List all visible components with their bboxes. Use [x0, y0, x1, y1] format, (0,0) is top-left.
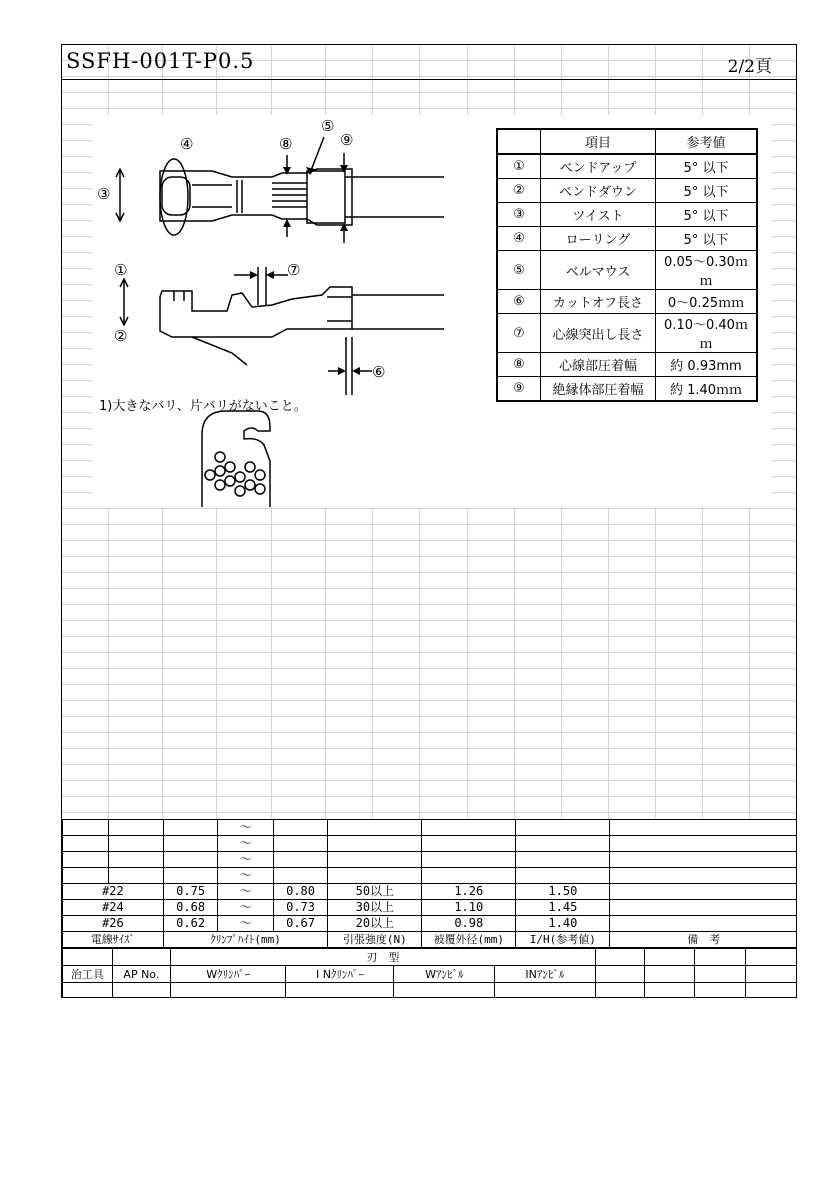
spec-cell-item: ツイスト — [541, 203, 656, 227]
insulation-height: 1.45 — [516, 900, 610, 916]
label-6: ⑥ — [372, 363, 386, 381]
crimp-row — [63, 916, 798, 932]
w-crimper-label: Wｸﾘﾝﾊﾟｰ — [171, 966, 286, 983]
crimp-header-row — [63, 932, 798, 948]
inspection-spec-table — [496, 128, 758, 402]
spec-cell-no: ① — [497, 154, 541, 179]
crimp-height-max: 0.73 — [273, 900, 328, 916]
header-outer-diameter: 被覆外径(mm) — [422, 932, 516, 948]
header-ih: I/H(参考値) — [516, 932, 610, 948]
spec-cell-item: ベンドアップ — [541, 154, 656, 179]
spec-cell-value: 5° 以下 — [656, 154, 758, 179]
spec-row — [497, 353, 757, 377]
in-crimper-label: I Nｸﾘﾝﾊﾟｰ — [286, 966, 394, 983]
remarks — [610, 900, 797, 916]
spec-cell-value: 0.05～0.30ｍｍ — [656, 251, 758, 290]
tilde-mark: ～ — [218, 916, 273, 932]
spec-cell-item: 心線部圧着幅 — [541, 353, 656, 377]
remarks — [610, 916, 797, 932]
spec-cell-no: ⑥ — [497, 290, 541, 314]
label-5: ⑤ — [321, 117, 335, 135]
tooling-table — [62, 948, 797, 998]
spec-cell-no: ③ — [497, 203, 541, 227]
tilde-mark: ～ — [218, 884, 273, 900]
spec-cell-item: ベルマウス — [541, 251, 656, 290]
tilde-mark: ～ — [218, 852, 273, 868]
burr-note: 1)大きなバリ、片バリがないこと。 — [99, 399, 307, 414]
spec-cell-no: ② — [497, 179, 541, 203]
spec-row — [497, 154, 757, 179]
insulation-height: 1.50 — [516, 884, 610, 900]
spec-row — [497, 290, 757, 314]
spec-cell-item: 心線突出し長さ — [541, 314, 656, 353]
tilde-mark: ～ — [218, 836, 273, 852]
die-label: 刃 型 — [171, 949, 596, 966]
spec-cell-item: ベンドダウン — [541, 179, 656, 203]
spec-row — [497, 377, 757, 402]
spec-table-header — [497, 129, 757, 154]
tensile-strength: 30以上 — [328, 900, 422, 916]
crimp-height-min: 0.68 — [163, 900, 218, 916]
label-4: ④ — [180, 135, 194, 153]
label-1: ① — [114, 261, 128, 279]
tilde-mark: ～ — [218, 820, 273, 836]
in-anvil-label: INｱﾝﾋﾞﾙ — [495, 966, 596, 983]
outer-diameter: 1.10 — [422, 900, 516, 916]
spec-cell-item: 絶縁体部圧着幅 — [541, 377, 656, 402]
spec-cell-item: カットオフ長さ — [541, 290, 656, 314]
spec-row — [497, 251, 757, 290]
tilde-mark: ～ — [218, 900, 273, 916]
tilde-mark: ～ — [218, 868, 273, 884]
wire-size: #26 — [63, 916, 164, 932]
ap-no-label: AP No. — [112, 966, 170, 983]
spec-row — [497, 227, 757, 251]
label-3: ③ — [97, 185, 111, 203]
spec-cell-value: 0～0.25ｍｍ — [656, 290, 758, 314]
page-number: 2/2頁 — [727, 57, 772, 77]
spec-cell-no: ④ — [497, 227, 541, 251]
crimp-height-max: 0.67 — [273, 916, 328, 932]
title-divider — [62, 79, 797, 80]
crimp-height-min: 0.62 — [163, 916, 218, 932]
crimp-height-min: 0.75 — [163, 884, 218, 900]
spec-row — [497, 314, 757, 353]
spec-header-item: 項目 — [541, 129, 656, 154]
outer-diameter: 0.98 — [422, 916, 516, 932]
label-2: ② — [114, 327, 128, 345]
crimp-empty-row — [63, 852, 798, 868]
header-wire-size: 電線ｻｲｽﾞ — [63, 932, 164, 948]
spec-cell-value: 5° 以下 — [656, 227, 758, 251]
spec-cell-value: 5° 以下 — [656, 203, 758, 227]
spec-cell-value: 約 1.40ｍｍ — [656, 377, 758, 402]
crimp-spec-table — [62, 819, 797, 948]
header-crimp-height: ｸﾘﾝﾌﾟﾊｲﾄ(mm) — [163, 932, 328, 948]
crimp-empty-row — [63, 820, 798, 836]
spec-cell-no: ⑤ — [497, 251, 541, 290]
crimp-empty-row — [63, 868, 798, 884]
crimp-height-max: 0.80 — [273, 884, 328, 900]
spec-cell-item: ローリング — [541, 227, 656, 251]
tensile-strength: 50以上 — [328, 884, 422, 900]
tensile-strength: 20以上 — [328, 916, 422, 932]
crimp-row — [63, 900, 798, 916]
spec-cell-value: 約 0.93mm — [656, 353, 758, 377]
wire-size: #22 — [63, 884, 164, 900]
header-remarks: 備 考 — [610, 932, 797, 948]
w-anvil-label: Wｱﾝﾋﾞﾙ — [394, 966, 495, 983]
spec-cell-no: ⑧ — [497, 353, 541, 377]
outer-diameter: 1.26 — [422, 884, 516, 900]
footer-rule — [660, 997, 797, 998]
crimp-row — [63, 884, 798, 900]
wire-size: #24 — [63, 900, 164, 916]
spec-cell-no: ⑨ — [497, 377, 541, 402]
spec-cell-no: ⑦ — [497, 314, 541, 353]
label-8: ⑧ — [279, 135, 293, 153]
drawing-sheet — [61, 44, 797, 998]
jig-label: 治工具 — [63, 966, 113, 983]
spec-cell-value: 0.10～0.40ｍｍ — [656, 314, 758, 353]
insulation-height: 1.40 — [516, 916, 610, 932]
spec-cell-value: 5° 以下 — [656, 179, 758, 203]
crimp-empty-row — [63, 836, 798, 852]
label-7: ⑦ — [287, 261, 301, 279]
header-tensile: 引張強度(N) — [328, 932, 422, 948]
label-9: ⑨ — [340, 131, 354, 149]
spec-row — [497, 203, 757, 227]
spec-header-value: 参考値 — [656, 129, 758, 154]
remarks — [610, 884, 797, 900]
spec-row — [497, 179, 757, 203]
document-title: SSFH-001T-P0.5 — [66, 49, 255, 73]
